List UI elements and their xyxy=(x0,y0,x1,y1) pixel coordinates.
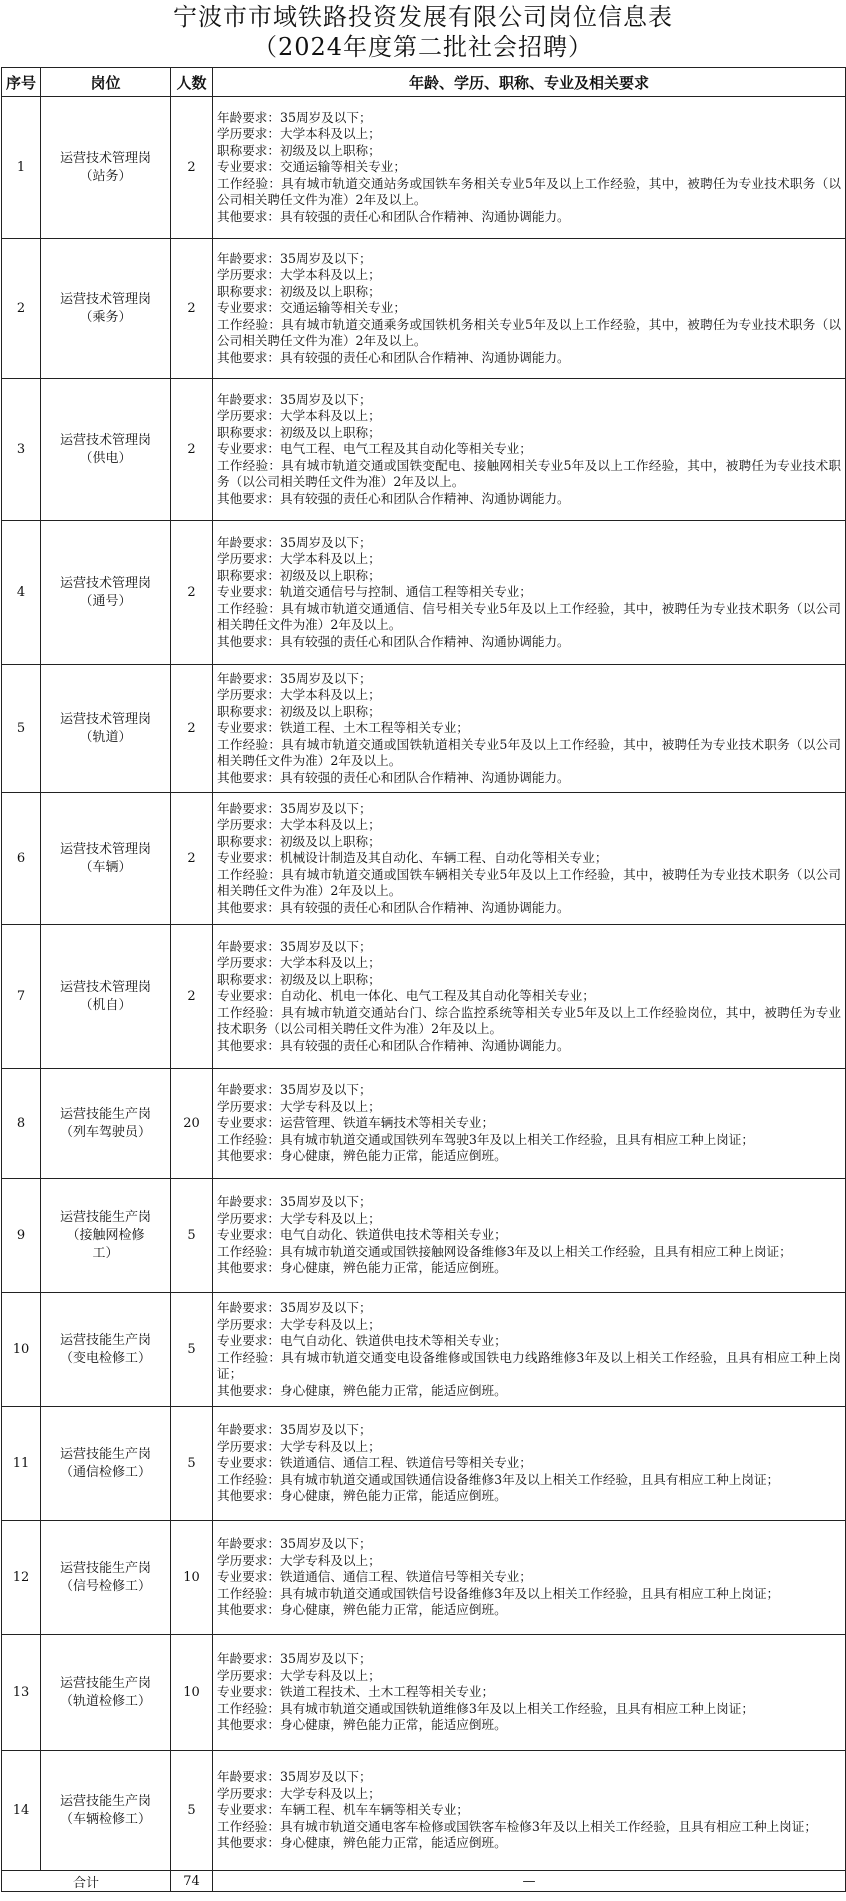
table-row xyxy=(2,1293,846,1407)
requirement-line: 学历要求：大学专科及以上； xyxy=(217,1098,381,1114)
position-cell xyxy=(41,1751,171,1871)
table-body xyxy=(2,97,846,1892)
requirement-line: 工作经验：具有城市轨道交通或国铁通信设备维修3年及以上相关工作经验，且具有相应工种上岗证； xyxy=(217,1471,780,1487)
headcount: 2 xyxy=(171,239,213,379)
requirement-line: 年龄要求：35周岁及以下； xyxy=(217,1194,372,1210)
headcount: 2 xyxy=(171,793,213,925)
requirement-line: 工作经验：具有城市轨道交通或国铁车辆相关专业5年及以上工作经验，其中，被聘任为专业技术职务（以公司相关聘任文件为准）2年及以上。 xyxy=(217,866,841,899)
headcount: 2 xyxy=(171,665,213,793)
requirement-line: 工作经验：具有城市轨道交通站台门、综合监控系统等相关专业5年及以上工作经验岗位，其中，被聘任为专业技术职务（以公司相关聘任文件为准）2年及以上。 xyxy=(217,1004,841,1037)
position-title: 运营技术管理岗 xyxy=(59,841,151,857)
headcount: 20 xyxy=(171,1069,213,1179)
position-category: （站务） xyxy=(79,168,132,184)
table-row xyxy=(2,239,846,379)
requirement-line: 学历要求：大学专科及以上； xyxy=(217,1667,381,1683)
position-category: （轨道） xyxy=(79,729,132,745)
position-cell xyxy=(41,1293,171,1407)
position-category: （信号检修工） xyxy=(59,1578,151,1594)
requirement-line: 工作经验：具有城市轨道交通或国铁变配电、接触网相关专业5年及以上工作经验，其中，被聘任为专业技术职务（以公司相关聘任文件为准）2年及以上。 xyxy=(217,457,841,490)
requirement-line: 年龄要求：35周岁及以下； xyxy=(217,938,372,954)
requirement-line: 学历要求：大学专科及以上； xyxy=(217,1210,381,1226)
row-number: 9 xyxy=(2,1179,41,1293)
requirements-cell xyxy=(213,1179,846,1293)
header-count: 人数 xyxy=(171,68,213,97)
requirement-line: 工作经验：具有城市轨道交通或国铁列车驾驶3年及以上相关工作经验，且具有相应工种上岗证； xyxy=(217,1131,754,1147)
requirement-line: 学历要求：大学专科及以上； xyxy=(217,1785,381,1801)
requirement-line: 学历要求：大学本科及以上； xyxy=(217,267,381,283)
requirement-line: 工作经验：具有城市轨道交通电客车检修或国铁客车检修3年及以上相关工作经验，且具有相应工种上岗证； xyxy=(217,1818,817,1834)
position-cell xyxy=(41,925,171,1069)
requirement-line: 年龄要求：35周岁及以下； xyxy=(217,250,372,266)
requirement-line: 其他要求：具有较强的责任心和团队合作精神、沟通协调能力。 xyxy=(217,899,570,915)
position-category: （车辆） xyxy=(79,859,132,875)
row-number: 5 xyxy=(2,665,41,793)
row-number: 14 xyxy=(2,1751,41,1871)
requirements-cell xyxy=(213,1069,846,1179)
header-requirements: 年龄、学历、职称、专业及相关要求 xyxy=(213,68,846,97)
position-title: 运营技术管理岗 xyxy=(59,432,151,448)
position-title: 运营技能生产岗 xyxy=(59,1446,151,1462)
requirement-line: 其他要求：身心健康，辨色能力正常，能适应倒班。 xyxy=(217,1260,507,1276)
requirement-line: 年龄要求：35周岁及以下； xyxy=(217,670,372,686)
position-category: （车辆检修工） xyxy=(59,1811,151,1827)
title-block xyxy=(0,0,846,62)
table-row xyxy=(2,1751,846,1871)
position-category: （接触网检修 xyxy=(66,1227,145,1243)
requirement-line: 学历要求：大学专科及以上； xyxy=(217,1316,381,1332)
position-title: 运营技能生产岗 xyxy=(59,1793,151,1809)
requirement-line: 专业要求：运营管理、铁道车辆技术等相关专业； xyxy=(217,1115,495,1131)
requirement-line: 年龄要求：35周岁及以下； xyxy=(217,800,372,816)
requirement-line: 学历要求：大学本科及以上； xyxy=(217,955,381,971)
position-title: 运营技术管理岗 xyxy=(59,291,151,307)
requirement-line: 专业要求：自动化、机电一体化、电气工程及其自动化等相关专业； xyxy=(217,988,595,1004)
requirement-line: 工作经验：具有城市轨道交通变电设备维修或国铁电力线路维修3年及以上相关工作经验，且具有相应工种上岗证； xyxy=(217,1349,841,1381)
requirement-line: 年龄要求：35周岁及以下； xyxy=(217,1082,372,1098)
requirement-line: 学历要求：大学本科及以上； xyxy=(217,817,381,833)
table-row xyxy=(2,1635,846,1751)
requirement-line: 职称要求：初级及以上职称； xyxy=(217,833,381,849)
requirement-line: 其他要求：具有较强的责任心和团队合作精神、沟通协调能力。 xyxy=(217,769,570,785)
requirement-line: 其他要求：具有较强的责任心和团队合作精神、沟通协调能力。 xyxy=(217,633,570,649)
position-title: 运营技术管理岗 xyxy=(59,150,151,166)
position-title: 运营技能生产岗 xyxy=(59,1675,151,1691)
requirement-line: 其他要求：具有较强的责任心和团队合作精神、沟通协调能力。 xyxy=(217,1037,570,1053)
requirement-line: 年龄要求：35周岁及以下； xyxy=(217,391,372,407)
requirement-line: 专业要求：交通运输等相关专业； xyxy=(217,159,406,175)
requirement-line: 专业要求：铁道工程技术、土木工程等相关专业； xyxy=(217,1684,495,1700)
requirement-line: 工作经验：具有城市轨道交通通信、信号相关专业5年及以上工作经验，其中，被聘任为专业技术职务（以公司相关聘任文件为准）2年及以上。 xyxy=(217,600,841,633)
position-cell xyxy=(41,1069,171,1179)
header-no: 序号 xyxy=(2,68,41,97)
requirement-line: 职称要求：初级及以上职称； xyxy=(217,424,381,440)
requirement-line: 职称要求：初级及以上职称； xyxy=(217,142,381,158)
requirements-cell xyxy=(213,379,846,521)
requirement-line: 学历要求：大学本科及以上； xyxy=(217,687,381,703)
table-row xyxy=(2,1521,846,1635)
row-number: 1 xyxy=(2,97,41,239)
requirement-line: 其他要求：身心健康，辨色能力正常，能适应倒班。 xyxy=(217,1835,507,1851)
position-title: 运营技术管理岗 xyxy=(59,575,151,591)
row-number: 7 xyxy=(2,925,41,1069)
requirements-cell xyxy=(213,1407,846,1521)
table-row xyxy=(2,665,846,793)
header-position: 岗位 xyxy=(41,68,171,97)
page-subtitle: （2024年度第二批社会招聘） xyxy=(252,33,594,61)
requirements-cell xyxy=(213,1521,846,1635)
requirement-line: 年龄要求：35周岁及以下； xyxy=(217,109,372,125)
position-title: 运营技能生产岗 xyxy=(59,1209,151,1225)
position-cell xyxy=(41,1179,171,1293)
position-cell xyxy=(41,521,171,665)
position-cell xyxy=(41,1521,171,1635)
row-number: 11 xyxy=(2,1407,41,1521)
total-requirements: — xyxy=(213,1871,846,1892)
requirement-line: 学历要求：大学专科及以上； xyxy=(217,1438,381,1454)
row-number: 3 xyxy=(2,379,41,521)
row-number: 2 xyxy=(2,239,41,379)
requirement-line: 年龄要求：35周岁及以下； xyxy=(217,1651,372,1667)
requirement-line: 专业要求：电气自动化、铁道供电技术等相关专业； xyxy=(217,1227,507,1243)
requirement-line: 工作经验：具有城市轨道交通或国铁轨道维修3年及以上相关工作经验，且具有相应工种上岗证； xyxy=(217,1700,754,1716)
position-title: 运营技术管理岗 xyxy=(59,979,151,995)
position-cell xyxy=(41,1407,171,1521)
requirement-line: 学历要求：大学专科及以上； xyxy=(217,1552,381,1568)
requirement-line: 专业要求：电气工程、电气工程及其自动化等相关专业； xyxy=(217,441,532,457)
requirement-line: 工作经验：具有城市轨道交通或国铁信号设备维修3年及以上相关工作经验，且具有相应工种上岗证； xyxy=(217,1585,780,1601)
table-row xyxy=(2,1407,846,1521)
requirement-line: 专业要求：电气自动化、铁道供电技术等相关专业； xyxy=(217,1333,507,1348)
headcount: 2 xyxy=(171,925,213,1069)
row-number: 12 xyxy=(2,1521,41,1635)
requirement-line: 专业要求：铁道通信、通信工程、铁道信号等相关专业； xyxy=(217,1569,532,1585)
position-cell xyxy=(41,97,171,239)
requirement-line: 年龄要求：35周岁及以下； xyxy=(217,534,372,550)
requirements-cell xyxy=(213,793,846,925)
position-cell xyxy=(41,239,171,379)
total-label: 合计 xyxy=(2,1871,171,1892)
row-number: 8 xyxy=(2,1069,41,1179)
position-cell xyxy=(41,665,171,793)
position-title: 运营技能生产岗 xyxy=(59,1106,151,1122)
headcount: 5 xyxy=(171,1293,213,1407)
requirement-line: 专业要求：轨道交通信号与控制、通信工程等相关专业； xyxy=(217,584,532,600)
requirement-line: 其他要求：具有较强的责任心和团队合作精神、沟通协调能力。 xyxy=(217,490,570,506)
table-header-row xyxy=(2,68,846,97)
requirements-cell xyxy=(213,925,846,1069)
requirements-cell xyxy=(213,521,846,665)
row-number: 10 xyxy=(2,1293,41,1407)
total-row xyxy=(2,1871,846,1892)
position-category: （乘务） xyxy=(79,309,132,325)
headcount: 2 xyxy=(171,379,213,521)
requirement-line: 工作经验：具有城市轨道交通乘务或国铁机务相关专业5年及以上工作经验，其中，被聘任为专业技术职务（以公司相关聘任文件为准）2年及以上。 xyxy=(217,316,841,349)
positions-table xyxy=(1,67,846,1892)
table-row xyxy=(2,379,846,521)
headcount: 5 xyxy=(171,1751,213,1871)
headcount: 5 xyxy=(171,1179,213,1293)
headcount: 10 xyxy=(171,1635,213,1751)
position-title: 运营技能生产岗 xyxy=(59,1560,151,1576)
headcount: 5 xyxy=(171,1407,213,1521)
total-count: 74 xyxy=(171,1871,213,1892)
position-category: （通信检修工） xyxy=(59,1464,151,1480)
requirement-line: 学历要求：大学本科及以上； xyxy=(217,551,381,567)
position-cell xyxy=(41,1635,171,1751)
headcount: 2 xyxy=(171,97,213,239)
position-category: （供电） xyxy=(79,450,132,466)
position-category: （轨道检修工） xyxy=(59,1693,151,1709)
position-category: （列车驾驶员） xyxy=(59,1124,151,1140)
requirements-cell xyxy=(213,665,846,793)
requirements-cell xyxy=(213,239,846,379)
requirement-line: 其他要求：身心健康，辨色能力正常，能适应倒班。 xyxy=(217,1602,507,1618)
requirement-line: 职称要求：初级及以上职称； xyxy=(217,283,381,299)
requirements-cell xyxy=(213,1293,846,1407)
position-cell xyxy=(41,793,171,925)
requirements-cell xyxy=(213,1635,846,1751)
table-row xyxy=(2,1179,846,1293)
requirements-cell xyxy=(213,97,846,239)
requirement-line: 其他要求：身心健康，辨色能力正常，能适应倒班。 xyxy=(217,1148,507,1164)
requirement-line: 学历要求：大学本科及以上； xyxy=(217,408,381,424)
table-row xyxy=(2,1069,846,1179)
requirement-line: 年龄要求：35周岁及以下； xyxy=(217,1536,372,1552)
requirements-cell xyxy=(213,1751,846,1871)
requirement-line: 专业要求：铁道通信、通信工程、铁道信号等相关专业； xyxy=(217,1455,532,1471)
requirement-line: 其他要求：身心健康，辨色能力正常，能适应倒班。 xyxy=(217,1382,507,1398)
requirement-line: 其他要求：具有较强的责任心和团队合作精神、沟通协调能力。 xyxy=(217,349,570,365)
requirement-line: 其他要求：身心健康，辨色能力正常，能适应倒班。 xyxy=(217,1717,507,1733)
position-category: （机自） xyxy=(79,997,132,1013)
position-cell xyxy=(41,379,171,521)
requirement-line: 工作经验：具有城市轨道交通或国铁轨道相关专业5年及以上工作经验，其中，被聘任为专业技术职务（以公司相关聘任文件为准）2年及以上。 xyxy=(217,736,841,769)
table-row xyxy=(2,521,846,665)
requirement-line: 职称要求：初级及以上职称； xyxy=(217,703,381,719)
requirement-line: 其他要求：具有较强的责任心和团队合作精神、沟通协调能力。 xyxy=(217,208,570,224)
row-number: 6 xyxy=(2,793,41,925)
position-category: （通号） xyxy=(79,593,132,609)
table-row xyxy=(2,97,846,239)
position-title: 运营技术管理岗 xyxy=(59,711,151,727)
headcount: 10 xyxy=(171,1521,213,1635)
requirement-line: 年龄要求：35周岁及以下； xyxy=(217,1769,372,1785)
page-title: 宁波市市域铁路投资发展有限公司岗位信息表 xyxy=(173,3,673,31)
row-number: 4 xyxy=(2,521,41,665)
table-row xyxy=(2,793,846,925)
row-number: 13 xyxy=(2,1635,41,1751)
headcount: 2 xyxy=(171,521,213,665)
requirement-line: 专业要求：机械设计制造及其自动化、车辆工程、自动化等相关专业； xyxy=(217,850,608,866)
position-category: 工） xyxy=(92,1245,119,1261)
requirement-line: 工作经验：具有城市轨道交通站务或国铁车务相关专业5年及以上工作经验，其中，被聘任为专业技术职务（以公司相关聘任文件为准）2年及以上。 xyxy=(217,175,841,208)
requirement-line: 学历要求：大学本科及以上； xyxy=(217,126,381,142)
requirement-line: 其他要求：身心健康，辨色能力正常，能适应倒班。 xyxy=(217,1488,507,1504)
requirement-line: 专业要求：铁道工程、土木工程等相关专业； xyxy=(217,720,469,736)
position-category: （变电检修工） xyxy=(59,1350,151,1366)
requirement-line: 职称要求：初级及以上职称； xyxy=(217,567,381,583)
requirement-line: 年龄要求：35周岁及以下； xyxy=(217,1422,372,1438)
requirement-line: 专业要求：交通运输等相关专业； xyxy=(217,300,406,316)
requirement-line: 年龄要求：35周岁及以下； xyxy=(217,1300,372,1315)
table-row xyxy=(2,925,846,1069)
position-title: 运营技能生产岗 xyxy=(59,1332,151,1348)
requirement-line: 专业要求：车辆工程、机车车辆等相关专业； xyxy=(217,1802,469,1818)
requirement-line: 工作经验：具有城市轨道交通或国铁接触网设备维修3年及以上相关工作经验，且具有相应工种上岗证； xyxy=(217,1243,792,1259)
requirement-line: 职称要求：初级及以上职称； xyxy=(217,971,381,987)
